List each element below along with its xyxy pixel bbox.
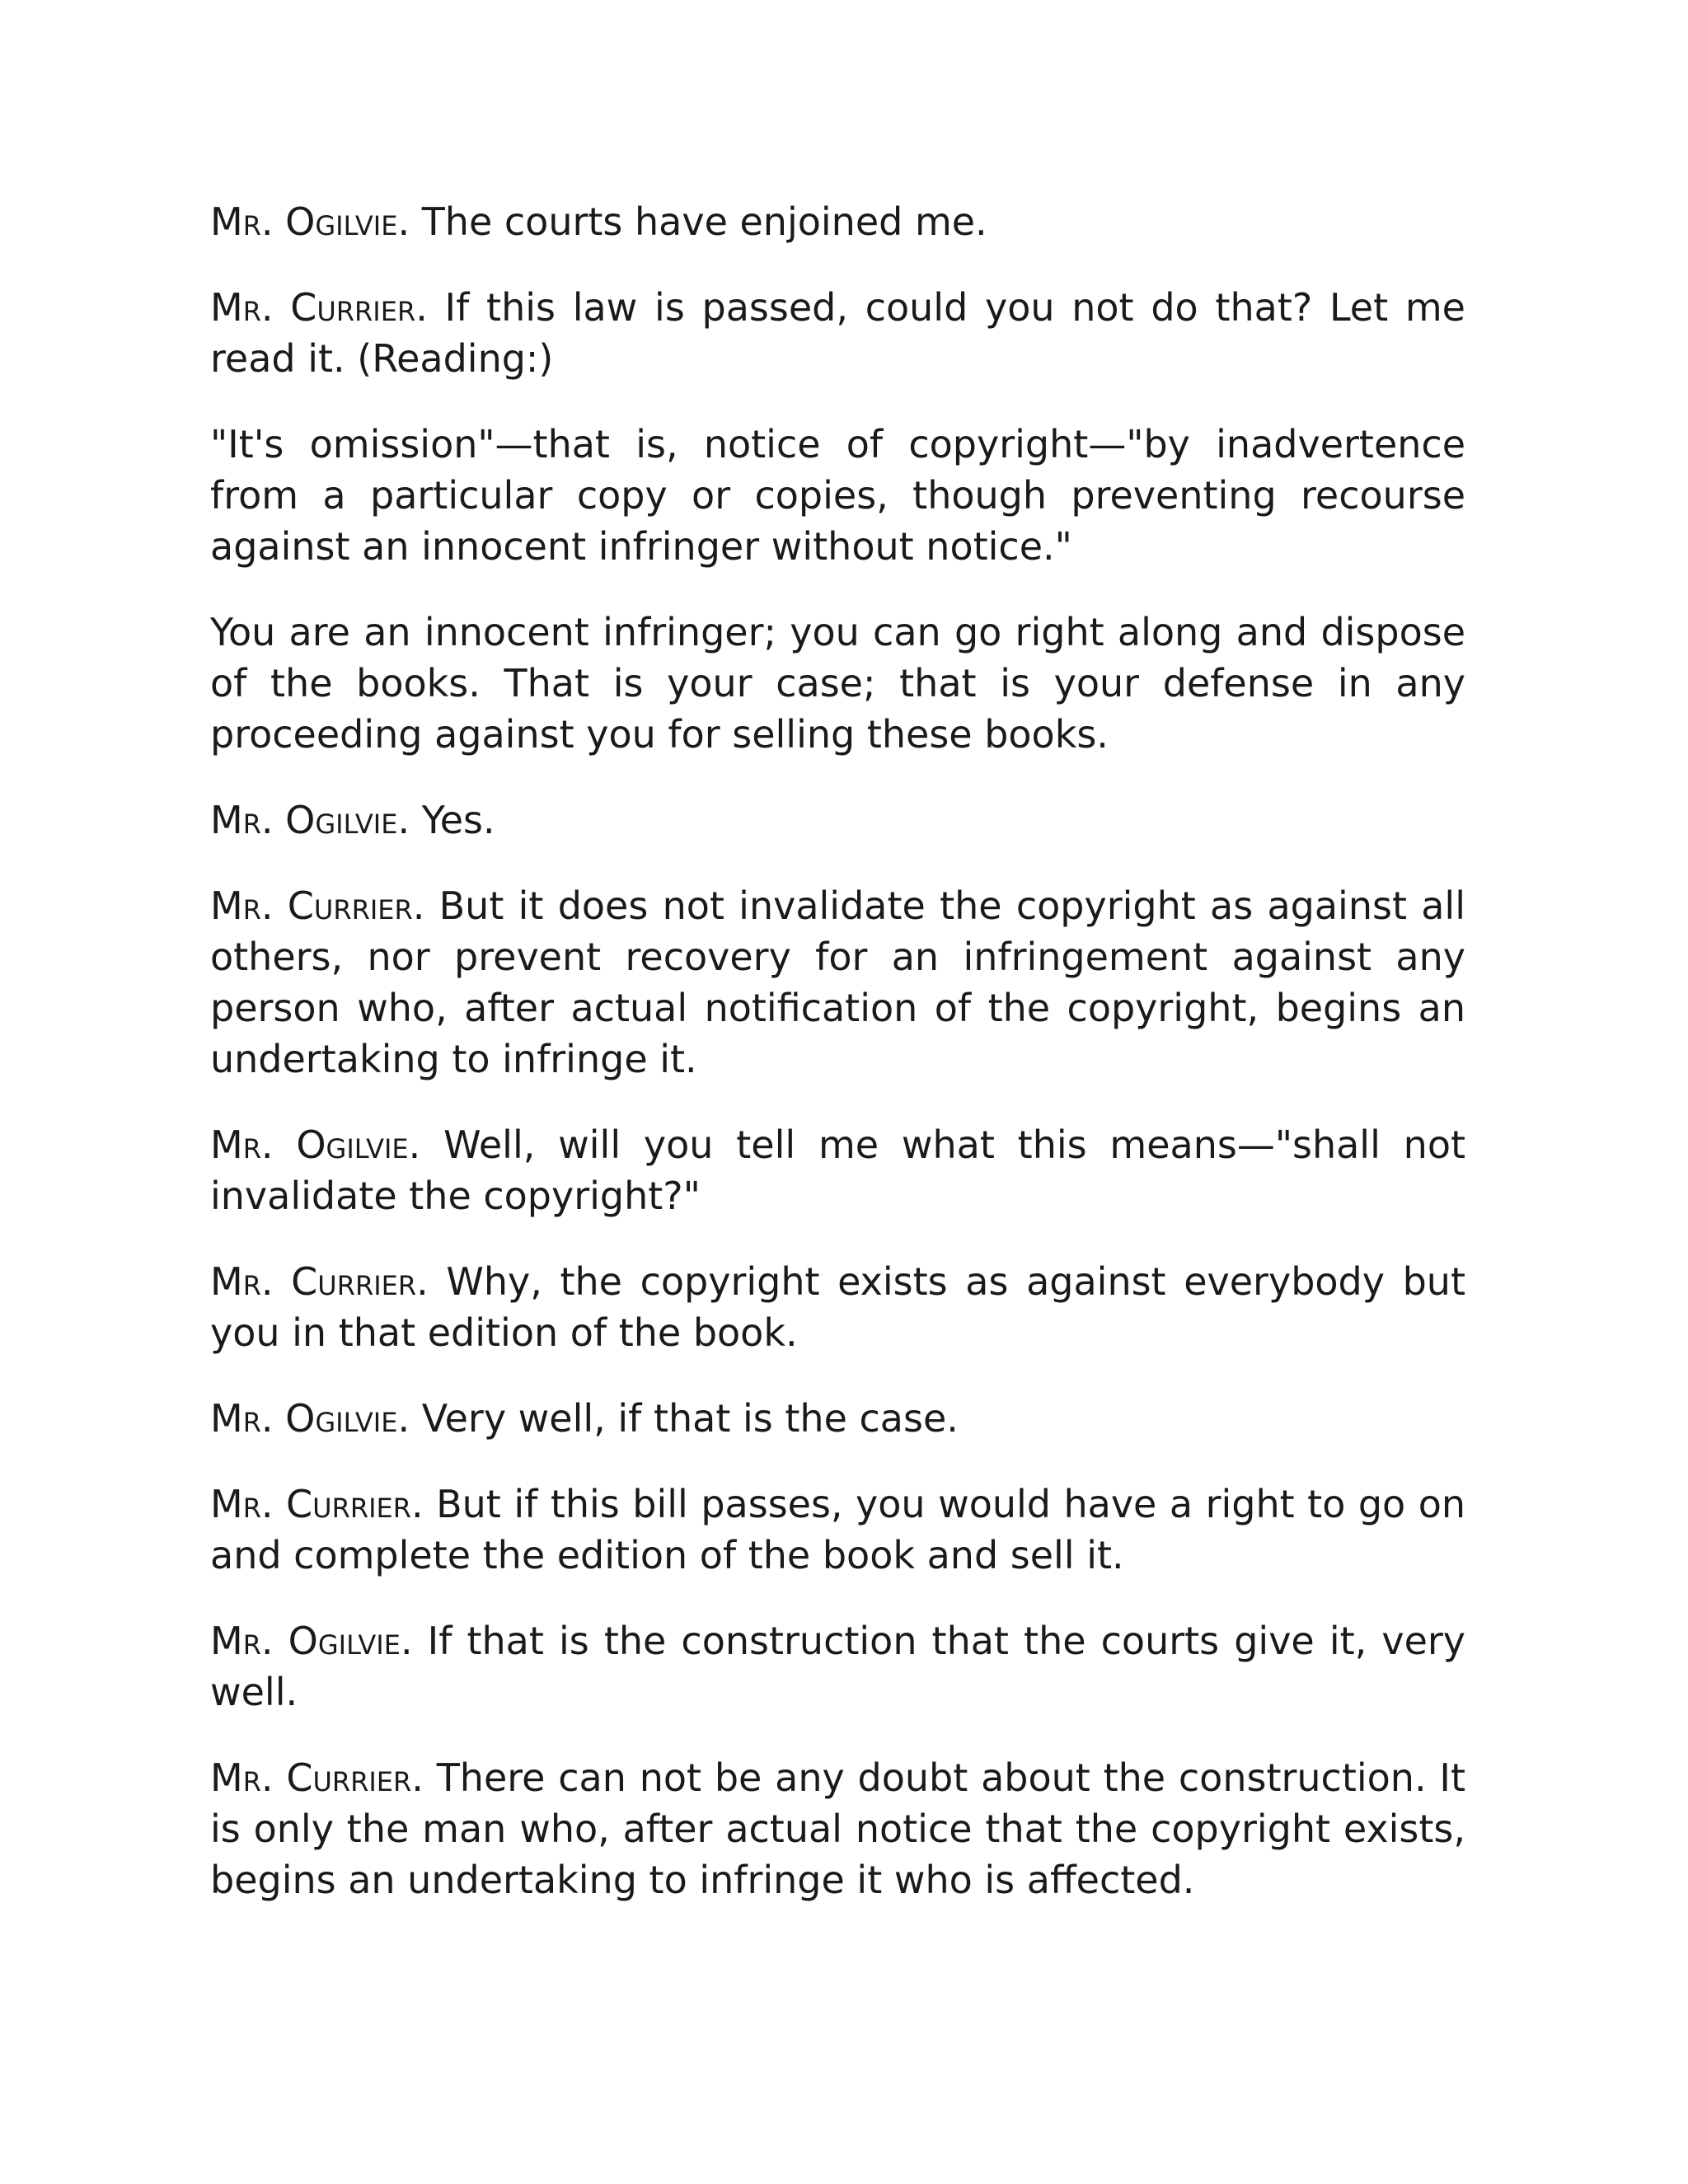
paragraph-7: [210, 1119, 1465, 1221]
paragraph-3: [210, 419, 1465, 572]
paragraph-9: [210, 1393, 1465, 1444]
paragraph-text: . Why, the copyright exists as against everybody but you in that edition of the book.: [210, 1259, 1465, 1355]
speaker-name: Mr. Currier: [210, 883, 413, 928]
paragraph-8: [210, 1256, 1465, 1358]
paragraph-text: . Yes.: [397, 798, 495, 842]
paragraph-text: . Well, will you tell me what this means—"shall not invalidate the copyright?": [210, 1122, 1466, 1218]
speaker-name: Mr. Currier: [210, 1482, 411, 1526]
paragraph-text: . There can not be any doubt about the construction. It is only the man who, after actual notice that the copyright exists, begins an undertaking to infringe it who is affected.: [210, 1755, 1465, 1902]
paragraph-text: . The courts have enjoined me.: [397, 199, 987, 244]
paragraph-text: . But if this bill passes, you would have a right to go on and complete the edition of the book and sell it.: [210, 1482, 1465, 1577]
paragraph-text: . But it does not invalidate the copyright as against all others, nor prevent recovery for an infringement against any person who, after actual notification of the copyright, begins an undertaking to infringe it.: [210, 883, 1465, 1081]
paragraph-text: . Very well, if that is the case.: [397, 1396, 959, 1441]
paragraph-text: . If this law is passed, could you not do that? Let me read it. (Reading:): [210, 285, 1465, 381]
paragraph-1: [210, 196, 1465, 247]
speaker-name: Mr. Ogilvie: [210, 1619, 401, 1663]
paragraph-11: [210, 1615, 1465, 1718]
transcript-body: [210, 196, 1465, 1940]
paragraph-5: [210, 794, 1465, 846]
speaker-name: Mr. Currier: [210, 285, 416, 330]
speaker-name: Mr. Ogilvie: [210, 1396, 398, 1441]
paragraph-text: "It's omission"—that is, notice of copyright—"by inadvertence from a particular copy or copies, though preventing recourse against an innocent infringer without notice.": [210, 422, 1465, 569]
paragraph-text: . If that is the construction that the courts give it, very well.: [210, 1619, 1465, 1714]
speaker-name: Mr. Currier: [210, 1755, 412, 1800]
speaker-name: Mr. Ogilvie: [210, 199, 398, 244]
paragraph-4: [210, 607, 1465, 760]
speaker-name: Mr. Ogilvie: [210, 1122, 409, 1167]
paragraph-6: [210, 880, 1465, 1085]
speaker-name: Mr. Currier: [210, 1259, 417, 1304]
speaker-name: Mr. Ogilvie: [210, 798, 398, 842]
paragraph-12: [210, 1752, 1465, 1905]
paragraph-10: [210, 1479, 1465, 1581]
paragraph-text: You are an innocent infringer; you can go right along and dispose of the books. That is your case; that is your defense in any proceeding against you for selling these books.: [210, 610, 1465, 757]
paragraph-2: [210, 282, 1465, 384]
